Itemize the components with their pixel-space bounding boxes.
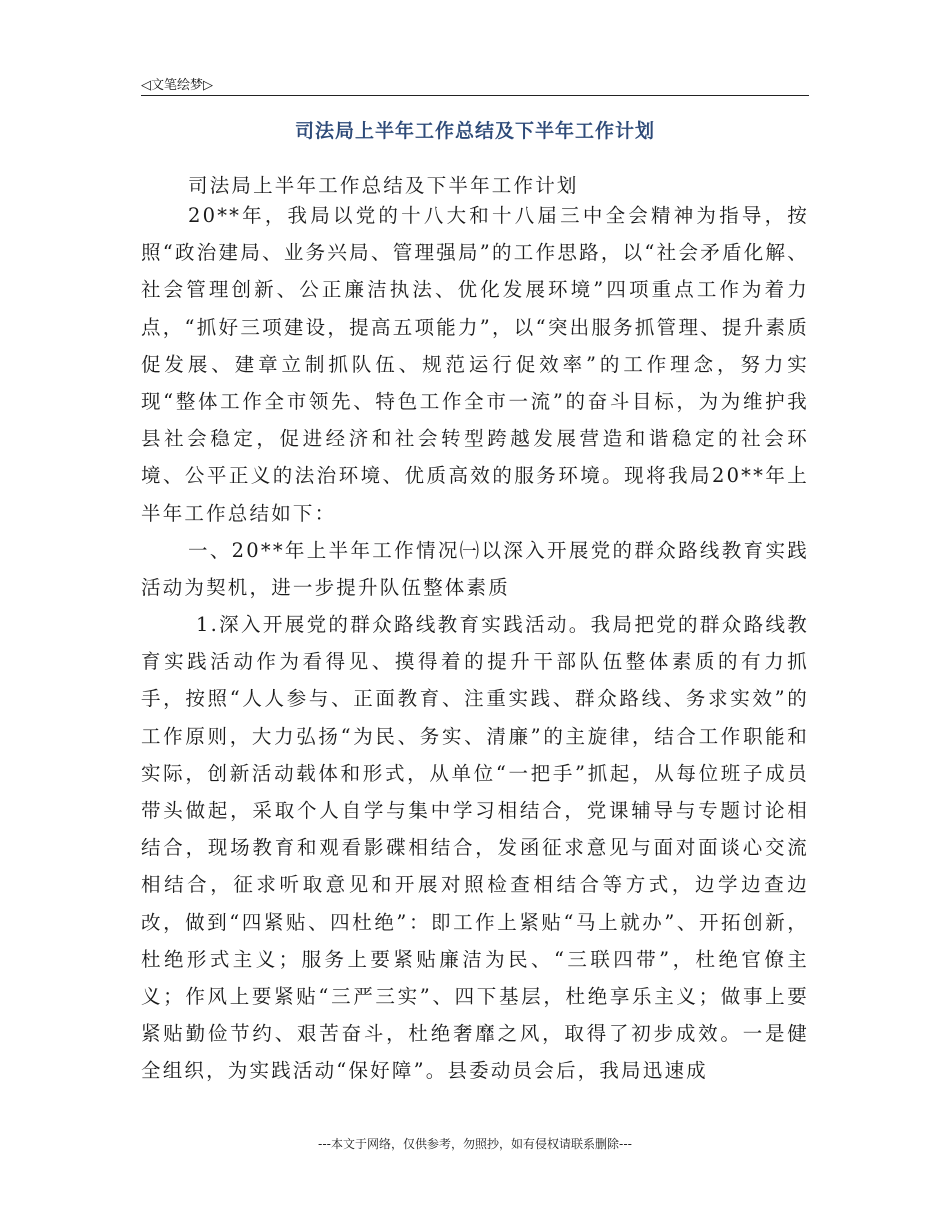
footer-disclaimer: ---本文于网络，仅供参考，勿照抄，如有侵权请联系删除--- [318, 1137, 632, 1151]
paragraph-item-1: 1.深入开展党的群众路线教育实践活动。我局把党的群众路线教育实践活动作为看得见、摸得着的提升干部队伍整体素质的有力抓手，按照“人人参与、正面教育、注重实践、群众路线、务求实效”的工作原则，大力弘扬“为民、务实、清廉”的主旋律，结合工作职能和实际，创新活动载体和形式，从单位“一把手”抓起，从每位班子成员带头做起，采取个人自学与集中学习相结合，党课辅导与专题讨论相结合，现场教育和观看影碟相结合，发函征求意见与面对面谈心交流相结合，征求听取意见和开展对照检查相结合等方式，边学边查边改，做到“四紧贴、四杜绝”：即工作上紧贴“马上就办”、开拓创新，杜绝形式主义；服务上要紧贴廉洁为民、“三联四带”，杜绝官僚主义；作风上要紧贴“三严三实”、四下基层，杜绝享乐主义；做事上要紧贴勤俭节约、艰苦奋斗，杜绝奢靡之风，取得了初步成效。一是健全组织，为实践活动“保好障”。县委动员会后，我局迅速成 [141, 613, 809, 1083]
page-header [141, 72, 809, 94]
header-divider [141, 95, 809, 96]
paragraph-section-heading: 一、20**年上半年工作情况㈠以深入开展党的群众路线教育实践活动为契机，进一步提升队伍整体素质 [141, 539, 809, 600]
document-title: 司法局上半年工作总结及下半年工作计划 [294, 120, 655, 142]
paragraph-subtitle: 司法局上半年工作总结及下半年工作计划 [188, 174, 579, 197]
paragraph-intro: 20**年，我局以党的十八大和十八届三中全会精神为指导，按照“政治建局、业务兴局、管理强局”的工作思路，以“社会矛盾化解、社会管理创新、公正廉洁执法、优化发展环境”四项重点工作为着力点，“抓好三项建设，提高五项能力”，以“突出服务抓管理、提升素质促发展、建章立制抓队伍、规范运行促效率”的工作理念，努力实现“整体工作全市领先、特色工作全市一流”的奋斗目标，为为维护我县社会稳定，促进经济和社会转型跨越发展营造和谐稳定的社会环境、公平正义的法治环境、优质高效的服务环境。现将我局20**年上半年工作总结如下： [141, 204, 809, 525]
brand-logo: ◁文笔绘梦▷ [141, 78, 213, 93]
